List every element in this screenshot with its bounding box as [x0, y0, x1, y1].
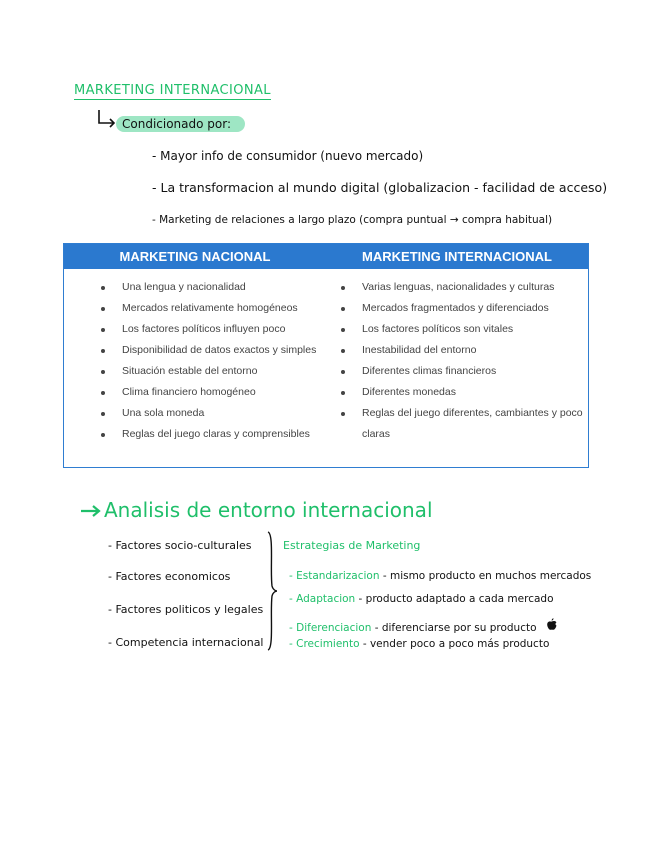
strategies-title: Estrategias de Marketing: [283, 539, 421, 552]
list-item: Disponibilidad de datos exactos y simples: [64, 340, 326, 361]
list-item: Varias lenguas, nacionalidades y culturas: [326, 277, 588, 298]
list-item: Diferentes climas financieros: [326, 361, 588, 382]
arrow-hook-icon: [96, 108, 118, 130]
list-item: Clima financiero homogéneo: [64, 382, 326, 403]
strategy-desc: - mismo producto en muchos mercados: [379, 570, 592, 582]
list-item: Reglas del juego claras y comprensibles: [64, 424, 326, 445]
list-internacional: [326, 277, 588, 445]
list-nacional: [64, 277, 326, 445]
strategy-name: - Diferenciacion: [289, 622, 372, 634]
header-internacional: MARKETING INTERNACIONAL: [362, 249, 552, 264]
list-item: Los factores políticos son vitales: [326, 319, 588, 340]
right-arrow-icon: [80, 504, 102, 518]
strategy-desc: - producto adaptado a cada mercado: [355, 593, 554, 605]
factor-item: - Competencia internacional: [108, 636, 264, 649]
notes-title: MARKETING INTERNACIONAL: [74, 83, 271, 98]
strategy-item: [289, 638, 549, 650]
list-item: Diferentes monedas: [326, 382, 588, 403]
list-item: Una sola moneda: [64, 403, 326, 424]
strategy-item: [289, 617, 558, 634]
list-item: Situación estable del entorno: [64, 361, 326, 382]
strategy-item: [289, 593, 554, 605]
list-item: Mercados relativamente homogéneos: [64, 298, 326, 319]
strategy-desc: - diferenciarse por su producto: [371, 622, 537, 634]
list-item: Los factores políticos influyen poco: [64, 319, 326, 340]
curly-brace-icon: [262, 530, 278, 652]
strategy-name: - Estandarizacion: [289, 570, 380, 582]
strategy-desc: - vender poco a poco más producto: [359, 638, 550, 650]
list-item: Mercados fragmentados y diferenciados: [326, 298, 588, 319]
strategy-item: [289, 570, 591, 582]
strategy-name: - Crecimiento: [289, 638, 360, 650]
factor-item: - Factores socio-culturales: [108, 539, 252, 552]
table-header: [64, 244, 588, 269]
apple-logo-icon: [544, 617, 558, 633]
condition-item: - Mayor info de consumidor (nuevo mercado): [152, 149, 424, 163]
header-nacional: MARKETING NACIONAL: [119, 249, 271, 264]
comparison-table: [63, 243, 589, 468]
list-item: Reglas del juego diferentes, cambiantes y poco claras: [326, 403, 588, 445]
analysis-title: Analisis de entorno internacional: [104, 498, 433, 522]
factor-item: - Factores economicos: [108, 570, 231, 583]
condition-item: - Marketing de relaciones a largo plazo (compra puntual → compra habitual): [152, 214, 553, 226]
strategy-name: - Adaptacion: [289, 593, 356, 605]
list-item: Una lengua y nacionalidad: [64, 277, 326, 298]
list-item: Inestabilidad del entorno: [326, 340, 588, 361]
factor-item: - Factores politicos y legales: [108, 603, 264, 616]
conditioned-label: Condicionado por:: [116, 116, 245, 132]
condition-item: - La transformacion al mundo digital (globalizacion - facilidad de acceso): [152, 180, 608, 195]
